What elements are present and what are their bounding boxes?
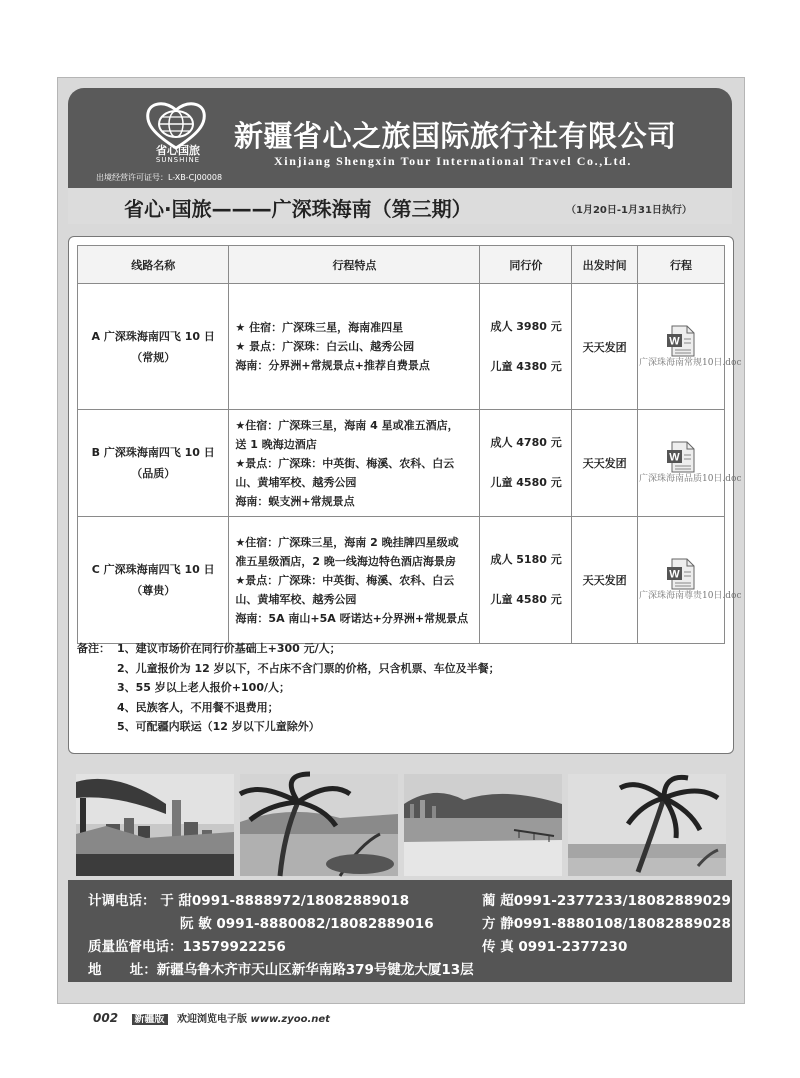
adult-price: 成人 3980 元 bbox=[490, 319, 562, 333]
address-line bbox=[88, 958, 474, 978]
feature-line: ★景点：广深珠：中英街、梅溪、农科、白云 bbox=[235, 456, 455, 470]
contact-line-4 bbox=[482, 912, 731, 932]
logo-english: SUNSHINE bbox=[155, 156, 201, 164]
route-features-cell bbox=[229, 410, 480, 517]
validity-period: （1月20日-1月31日执行） bbox=[566, 205, 692, 216]
price-cell bbox=[480, 517, 572, 644]
feature-line: 送 1 晚海边酒店 bbox=[235, 437, 317, 451]
word-doc-icon bbox=[666, 441, 696, 473]
contact-line-1 bbox=[88, 889, 409, 909]
page-sheet bbox=[57, 77, 745, 1004]
doc-filename: 广深珠海南品质10日.doc bbox=[638, 474, 742, 484]
fax-label: 传 真 bbox=[482, 939, 514, 955]
contact-line-2 bbox=[482, 889, 731, 909]
route-features-cell bbox=[229, 284, 480, 410]
quality-label: 质量监督电话： bbox=[88, 939, 183, 955]
note-line: 5、可配疆内联运（12 岁以下儿童除外） bbox=[117, 720, 320, 733]
route-tier: （品质） bbox=[131, 467, 176, 480]
feature-line: 海南：分界洲+常规景点+推荐自费景点 bbox=[235, 359, 430, 372]
route-name: C 广深珠海南四飞 10 日 bbox=[91, 563, 215, 576]
feature-line: ★ 景点：广深珠：白云山、越秀公园 bbox=[235, 340, 415, 353]
header-banner bbox=[68, 88, 732, 224]
table-row bbox=[78, 517, 725, 644]
note-line: 备注： 1、建议市场价在同行价基础上+300 元/人； bbox=[77, 639, 723, 659]
page-footer bbox=[93, 1010, 330, 1025]
contact-panel bbox=[68, 880, 732, 982]
table-row bbox=[78, 410, 725, 517]
contact-phone[interactable]: 0991-2377233/18082889029 bbox=[513, 893, 731, 909]
departure-cell: 天天发团 bbox=[572, 410, 638, 517]
contact-name: 于 甜 bbox=[160, 893, 192, 909]
column-header: 行程特点 bbox=[229, 246, 480, 284]
company-name-cn: 新疆省心之旅国际旅行社有限公司 bbox=[234, 119, 677, 153]
price-cell bbox=[480, 410, 572, 517]
footer-url-link[interactable]: www.zyoo.net bbox=[250, 1014, 330, 1025]
svg-text:W: W bbox=[669, 451, 680, 464]
note-line: 3、55 岁以上老人报价+100/人； bbox=[117, 681, 290, 694]
dispatch-label: 计调电话： bbox=[88, 893, 156, 909]
feature-line: ★住宿：广深珠三星，海南 2 晚挂牌四星级或 bbox=[235, 535, 459, 549]
column-header: 出发时间 bbox=[572, 246, 638, 284]
word-doc-icon bbox=[666, 325, 696, 357]
page-title: 省心·国旅———广深珠海南（第三期） bbox=[124, 197, 472, 221]
svg-text:W: W bbox=[669, 568, 680, 581]
route-name-cell bbox=[78, 284, 229, 410]
feature-line: 准五星级酒店，2 晚一线海边特色酒店海景房 bbox=[235, 554, 456, 568]
feature-line: ★景点：广深珠：中英街、梅溪、农科、白云 bbox=[235, 573, 455, 587]
notes-label: 备注： bbox=[77, 642, 110, 655]
seaside-pier-photo bbox=[404, 774, 562, 876]
note-line: 4、民族客人，不用餐不退费用； bbox=[117, 700, 279, 714]
note-line: 2、儿童报价为 12 岁以下，不占床不含门票的价格，只含机票、车位及半餐； bbox=[117, 661, 500, 675]
contact-line-3 bbox=[180, 912, 434, 932]
departure-cell: 天天发团 bbox=[572, 517, 638, 644]
city-skyline-photo bbox=[76, 774, 234, 876]
quality-line bbox=[88, 935, 286, 955]
child-price: 儿童 4580 元 bbox=[490, 593, 562, 606]
logo-name: 省心国旅 bbox=[156, 144, 200, 157]
route-tier: （尊贵） bbox=[131, 584, 176, 597]
routes-table bbox=[77, 245, 742, 644]
fax-number[interactable]: 0991-2377230 bbox=[518, 939, 628, 955]
notes-section bbox=[77, 639, 723, 737]
itinerary-doc-link[interactable] bbox=[637, 410, 742, 517]
route-name: B 广深珠海南四飞 10 日 bbox=[91, 446, 215, 459]
routes-panel bbox=[68, 236, 742, 754]
column-header: 同行价 bbox=[480, 246, 572, 284]
page-number: 002 bbox=[93, 1011, 119, 1025]
contact-phone[interactable]: 0991-8880108/18082889028 bbox=[513, 916, 731, 932]
feature-line: 山、黄埔军校、越秀公园 bbox=[235, 592, 357, 606]
route-name-cell bbox=[78, 410, 229, 517]
itinerary-doc-link[interactable] bbox=[637, 284, 742, 410]
price-cell bbox=[480, 284, 572, 410]
adult-price: 成人 5180 元 bbox=[490, 553, 562, 566]
itinerary-doc-link[interactable] bbox=[637, 517, 742, 644]
contact-phone[interactable]: 0991-8888972/18082889018 bbox=[191, 893, 410, 909]
word-doc-icon bbox=[666, 558, 696, 590]
adult-price: 成人 4780 元 bbox=[490, 436, 562, 449]
company-name-en: Xinjiang Shengxin Tour International Travel Co.,Ltd. bbox=[274, 154, 632, 168]
route-tier: （常规） bbox=[131, 350, 176, 364]
contact-name: 蔺 超 bbox=[482, 893, 514, 909]
column-header: 行程 bbox=[637, 246, 724, 284]
contact-name: 方 静 bbox=[482, 916, 514, 932]
route-name: A 广深珠海南四飞 10 日 bbox=[91, 329, 215, 343]
departure-cell: 天天发团 bbox=[572, 284, 638, 410]
license-number: 出境经营许可证号：L-XB-CJ00008 bbox=[96, 173, 223, 182]
palm-beach-photo bbox=[240, 774, 398, 876]
fax-line bbox=[482, 935, 627, 955]
doc-filename: 广深珠海南常规10日.doc bbox=[638, 357, 742, 368]
table-header-row bbox=[78, 246, 725, 284]
photo-strip bbox=[76, 774, 726, 877]
feature-line: ★住宿：广深珠三星，海南 4 星或准五酒店， bbox=[235, 418, 459, 432]
svg-text:W: W bbox=[669, 335, 680, 347]
child-price: 儿童 4580 元 bbox=[490, 476, 562, 489]
feature-line: 海南：蜈支洲+常规景点 bbox=[235, 494, 355, 508]
child-price: 儿童 4380 元 bbox=[490, 359, 562, 373]
address-label: 地 址： bbox=[88, 962, 157, 978]
title-bar bbox=[68, 188, 732, 224]
feature-line: ★ 住宿：广深珠三星，海南准四星 bbox=[235, 321, 404, 334]
feature-line: 山、黄埔军校、越秀公园 bbox=[235, 475, 357, 489]
contact-name: 阮 敏 bbox=[180, 916, 212, 932]
address-text: 新疆乌鲁木齐市天山区新华南路379号键龙大厦13层 bbox=[156, 962, 474, 978]
footer-text: 欢迎浏览电子版 bbox=[177, 1014, 248, 1025]
table-row bbox=[78, 284, 725, 410]
edition-badge: 新疆版 bbox=[132, 1014, 168, 1025]
route-name-cell bbox=[78, 517, 229, 644]
palm-tree-photo bbox=[568, 774, 726, 876]
route-features-cell bbox=[229, 517, 480, 644]
column-header: 线路名称 bbox=[78, 246, 229, 284]
doc-filename: 广深珠海南尊贵10日.doc bbox=[638, 591, 742, 601]
contact-phone[interactable]: 0991-8880082/18082889016 bbox=[216, 916, 434, 932]
feature-line: 海南：5A 南山+5A 呀诺达+分界洲+常规景点 bbox=[235, 611, 469, 625]
quality-phone[interactable]: 13579922256 bbox=[182, 939, 286, 955]
